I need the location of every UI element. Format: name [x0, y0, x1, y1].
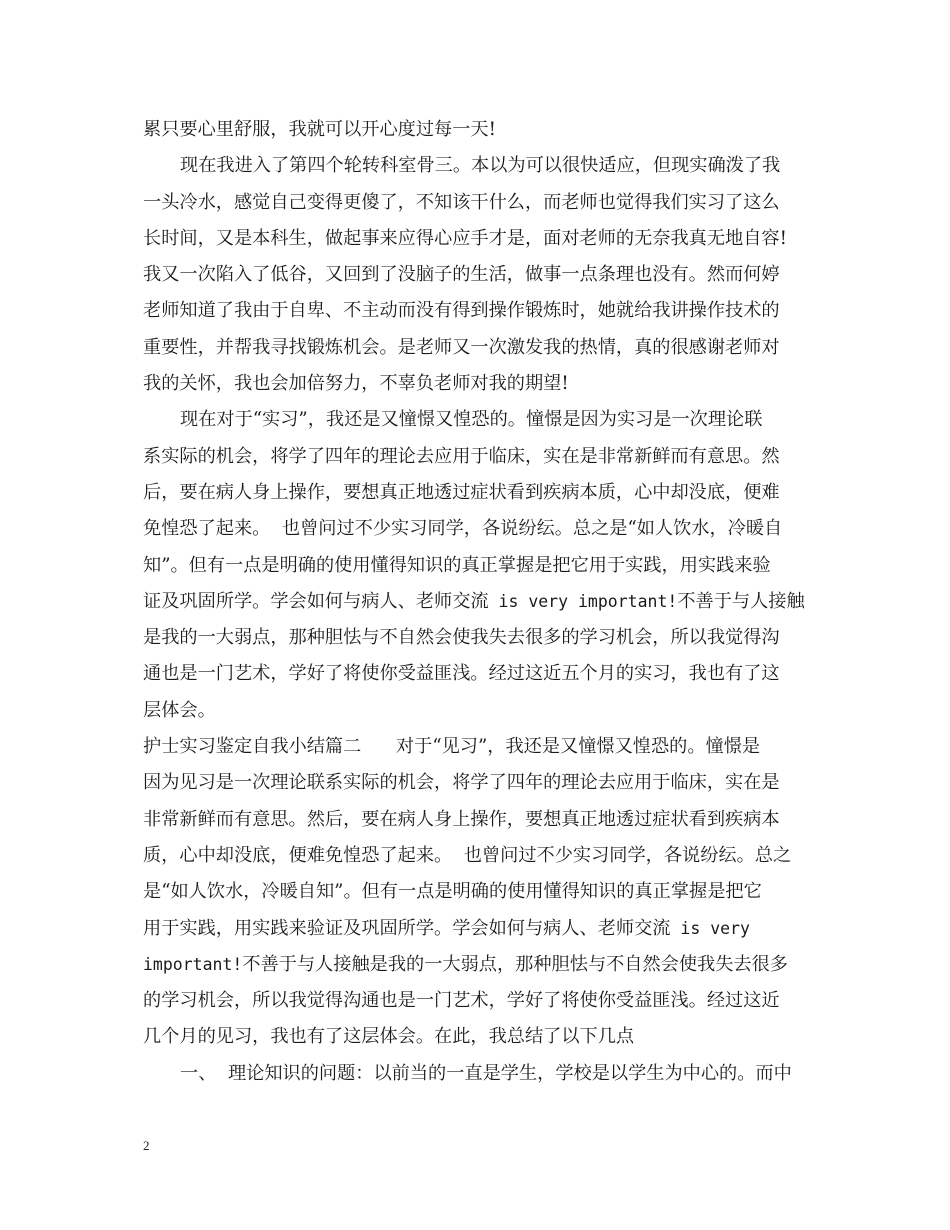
text-line: 是“如人饮水，冷暖自知”。但有一点是明确的使用懂得知识的真正掌握是把它	[143, 881, 762, 903]
document-body	[143, 112, 811, 1092]
text-line	[143, 947, 811, 983]
text-line: 我的关怀，我也会加倍努力，不辜负老师对我的期望!	[143, 373, 569, 395]
text-line: 几个月的见习，我也有了这层体会。在此，我总结了以下几点	[143, 1026, 635, 1048]
paragraph-start-line: 现在对于“实习”，我还是又憧憬又惶恐的。憧憬是因为实习是一次理论联	[180, 409, 763, 431]
english-phrase	[489, 592, 678, 611]
english-phrase: important!	[143, 954, 243, 974]
english-phrase	[670, 919, 749, 938]
text-line: 累只要心里舒服，我就可以开心度过每一天!	[143, 119, 496, 140]
text-segment: 不善于与人接触是我的一大弱点，那种胆怯与不自然会使我失去很多	[242, 953, 788, 975]
text-line	[143, 911, 811, 947]
paragraph-start-line: 现在我进入了第四个轮转科室骨三。本以为可以很快适应，但现实确泼了我	[180, 155, 781, 177]
text-line: 质，心中却没底，便难免惶恐了起来。 也曾问过不少实习同学，各说纷纭。总之	[143, 844, 792, 866]
text-line: 一头冷水，感觉自己变得更傻了，不知该干什么，而老师也觉得我们实习了这么	[143, 191, 780, 213]
text-line	[143, 584, 811, 620]
text-line: 的学习机会，所以我觉得沟通也是一门艺术，学好了将使你受益匪浅。经过这近	[143, 990, 780, 1012]
text-line: 是我的一大弱点，那种胆怯与不自然会使我失去很多的学习机会，所以我觉得沟	[143, 627, 780, 649]
text-line: 我又一次陷入了低谷，又回到了没脑子的生活，做事一点条理也没有。然而何婷	[143, 264, 780, 286]
text-line: 老师知道了我由于自卑、不主动而没有得到操作锻炼时，她就给我讲操作技术的	[143, 300, 780, 322]
text-line: 因为见习是一次理论联系实际的机会，将学了四年的理论去应用于临床，实在是	[143, 772, 780, 794]
text-line: 非常新鲜而有意思。然后，要在病人身上操作，要想真正地透过症状看到疾病本	[143, 808, 780, 830]
text-line: 后，要在病人身上操作，要想真正地透过症状看到疾病本质，心中却没底，便难	[143, 481, 780, 503]
text-line: 通也是一门艺术，学好了将使你受益匪浅。经过这近五个月的实习，我也有了这	[143, 663, 780, 685]
text-segment: 用于实践，用实践来验证及巩固所学。学会如何与病人、老师交流	[143, 917, 671, 939]
text-line: 重要性，并帮我寻找锻炼机会。是老师又一次激发我的热情，真的很感谢老师对	[143, 336, 780, 358]
list-item-line: 一、 理论知识的问题：以前当的一直是学生，学校是以学生为中心的。而中	[180, 1062, 792, 1084]
section-heading-line: 护士实习鉴定自我小结篇二 对于“见习”，我还是又憧憬又惶恐的。憧憬是	[143, 736, 761, 758]
text-segment: 不善于与人接触	[677, 590, 805, 612]
text-line: 知”。但有一点是明确的使用懂得知识的真正掌握是把它用于实践，用实践来验	[143, 554, 771, 576]
english-phrase-text: is very	[680, 918, 750, 938]
text-segment: 证及巩固所学。学会如何与病人、老师交流	[143, 590, 489, 612]
text-line: 层体会。	[143, 699, 216, 721]
page-number: 2	[143, 1138, 150, 1153]
text-line: 免惶恐了起来。 也曾问过不少实习同学，各说纷纭。总之是“如人饮水，冷暖自	[143, 518, 783, 540]
english-phrase-text: is very important!	[498, 591, 678, 611]
text-line: 长时间，又是本科生，做起事来应得心应手才是，面对老师的无奈我真无地自容!	[143, 227, 787, 249]
text-line: 系实际的机会，将学了四年的理论去应用于临床，实在是非常新鲜而有意思。然	[143, 445, 780, 467]
